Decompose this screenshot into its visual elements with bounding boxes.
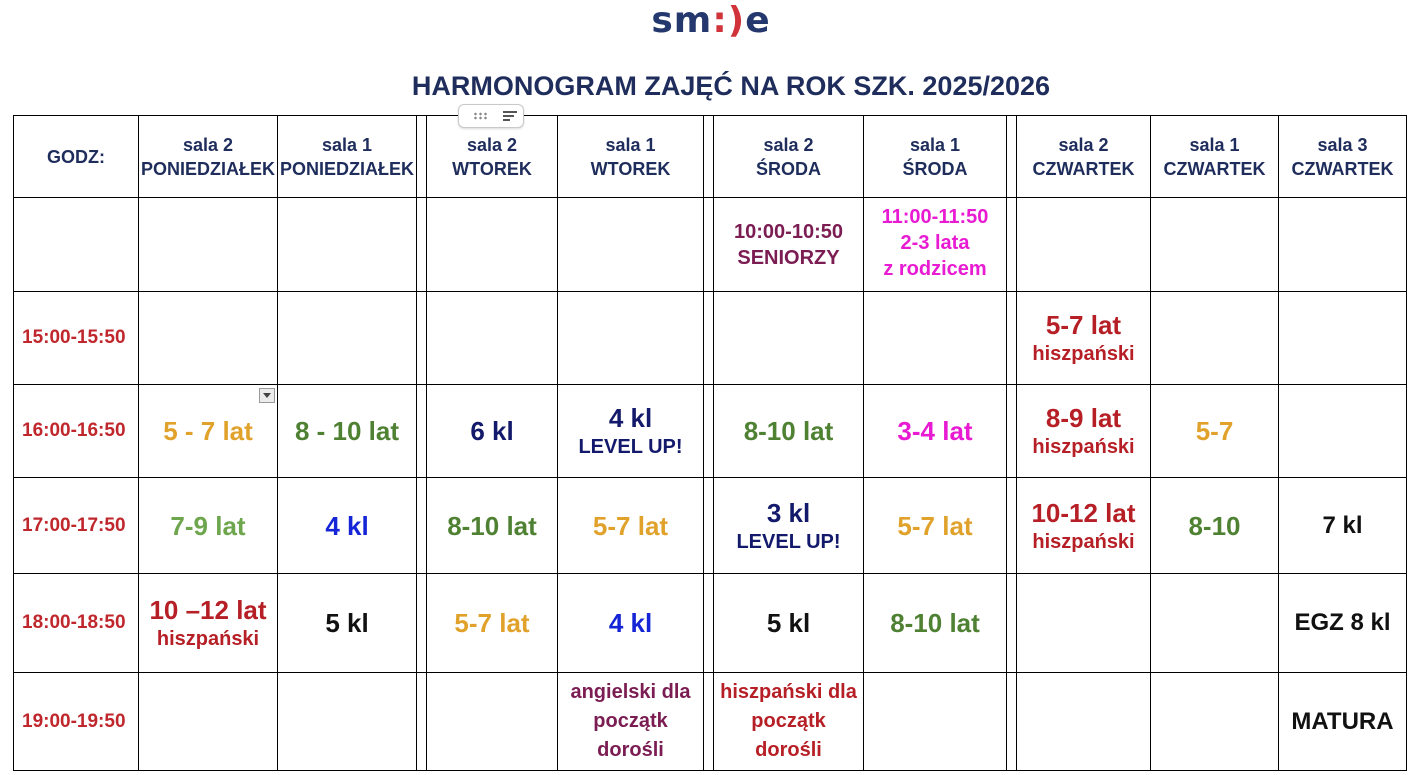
- table-row: [14, 478, 1407, 574]
- class-cell: 5 - 7 lat: [139, 385, 278, 478]
- header-thu-s2: sala 2 CZWARTEK: [1017, 116, 1151, 198]
- header-row: [14, 116, 1407, 198]
- class-cell: EGZ 8 kl: [1279, 574, 1407, 673]
- class-cell: 5-7 lat hiszpański: [1017, 292, 1151, 385]
- class-cell: 8-10 lat: [864, 574, 1007, 673]
- table-row: [14, 574, 1407, 673]
- header-godz: GODZ:: [14, 116, 139, 198]
- time-cell: 17:00-17:50: [14, 478, 139, 574]
- table-row: [14, 385, 1407, 478]
- table-row: [14, 198, 1407, 292]
- table-row: [14, 673, 1407, 771]
- time-cell: [14, 198, 139, 292]
- class-cell: 4 kl: [278, 478, 417, 574]
- header-wed-s1: sala 1 ŚRODA: [864, 116, 1007, 198]
- column-spacer: [704, 116, 714, 198]
- class-cell: 5-7 lat: [558, 478, 704, 574]
- header-tue-s1: sala 1 WTOREK: [558, 116, 704, 198]
- class-cell: 7 kl: [1279, 478, 1407, 574]
- page-title: HARMONOGRAM ZAJĘĆ NA ROK SZK. 2025/2026: [411, 71, 1051, 101]
- header-tue-s2: sala 2 WTOREK: [427, 116, 558, 198]
- class-cell: 6 kl: [427, 385, 558, 478]
- class-cell: 8-10 lat: [427, 478, 558, 574]
- class-cell: 8-10: [1151, 478, 1279, 574]
- class-cell: 4 kl LEVEL UP!: [558, 385, 704, 478]
- header-wed-s2: sala 2 ŚRODA: [714, 116, 864, 198]
- class-cell: 5-7 lat: [427, 574, 558, 673]
- class-cell: angielski dla początk dorośli: [558, 673, 704, 771]
- move-handle-icon[interactable]: [473, 112, 487, 120]
- class-cell: 5-7: [1151, 385, 1279, 478]
- time-cell: 18:00-18:50: [14, 574, 139, 673]
- time-cell: 15:00-15:50: [14, 292, 139, 385]
- class-cell: MATURA: [1279, 673, 1407, 771]
- class-cell: 10:00-10:50 SENIORZY: [714, 198, 864, 292]
- column-spacer: [417, 116, 427, 198]
- class-cell: 8 - 10 lat: [278, 385, 417, 478]
- class-cell: 8-9 lat hiszpański: [1017, 385, 1151, 478]
- class-cell: 5 kl: [714, 574, 864, 673]
- column-spacer: [1007, 116, 1017, 198]
- class-cell: 8-10 lat: [714, 385, 864, 478]
- table-move-handle[interactable]: [458, 104, 524, 128]
- class-cell: 10-12 lat hiszpański: [1017, 478, 1151, 574]
- class-cell: 3 kl LEVEL UP!: [714, 478, 864, 574]
- class-cell: 7-9 lat: [139, 478, 278, 574]
- class-cell: 5-7 lat: [864, 478, 1007, 574]
- class-cell: 11:00-11:50 2-3 lata z rodzicem: [864, 198, 1007, 292]
- dropdown-arrow-icon[interactable]: [259, 388, 275, 403]
- class-cell: 10 –12 lat hiszpański: [139, 574, 278, 673]
- smile-logo: sm:)e: [651, 0, 771, 41]
- time-cell: 16:00-16:50: [14, 385, 139, 478]
- header-mon-s1: sala 1 PONIEDZIAŁEK: [278, 116, 417, 198]
- schedule-table: [13, 115, 1407, 771]
- class-cell: 4 kl: [558, 574, 704, 673]
- header-mon-s2: sala 2 PONIEDZIAŁEK: [139, 116, 278, 198]
- header-thu-s3: sala 3 CZWARTEK: [1279, 116, 1407, 198]
- table-options-icon[interactable]: [503, 111, 517, 121]
- class-cell: 5 kl: [278, 574, 417, 673]
- class-cell: 3-4 lat: [864, 385, 1007, 478]
- table-row: [14, 292, 1407, 385]
- time-cell: 19:00-19:50: [14, 673, 139, 771]
- header-thu-s1: sala 1 CZWARTEK: [1151, 116, 1279, 198]
- class-cell: hiszpański dla początk dorośli: [714, 673, 864, 771]
